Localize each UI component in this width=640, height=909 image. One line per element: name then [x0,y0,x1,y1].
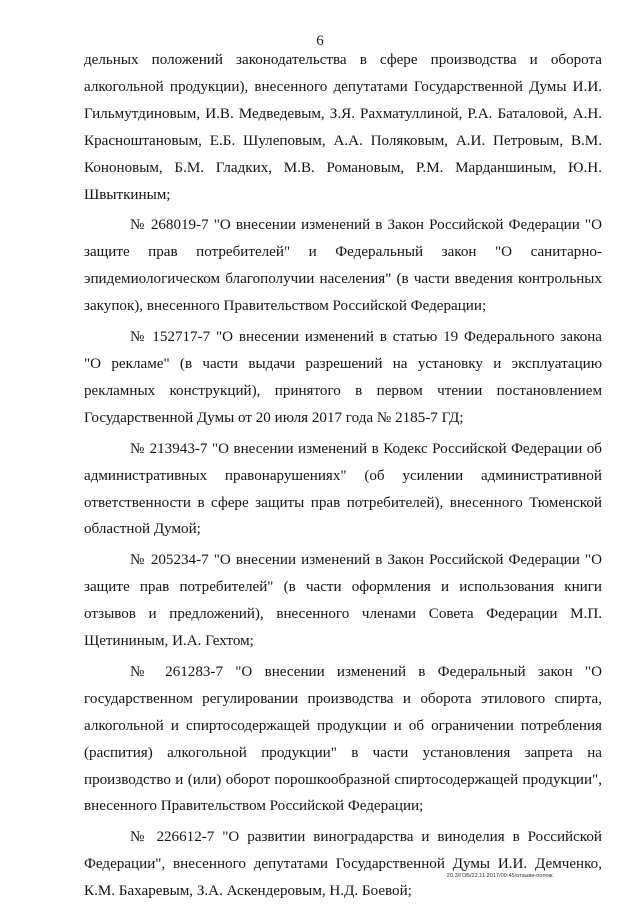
paragraph-continuation: дельных положений законодательства в сфере производства и оборота алкогольной продукции), внесенного депутатами Государственной Думы И.И. Гильмутдиновым, И.В. Медведевым, З.Я. Рахматуллиной, Р.А. Баталовой, А.Н. Красноштановым, Е.Б. Шулеповым, А.А. Поляковым, А.И. Петровым, В.М. Кононовым, Б.М. Гладких, М.В. Романовым, Р.М. Марданшиным, Ю.Н. Швыткиным; [84,52,602,203]
bill-item-226612: № 226612-7 "О развитии виноградарства и виноделия в Российской Федерации", внесенного депутатами Государственной Думы И.И. Демченко, К.М. Бахаревым, З.А. Аскендеровым, Н.Д. Боевой; [84,829,602,900]
page-number: 6 [316,33,324,49]
bill-item-261283: № 261283-7 "О внесении изменений в Федеральный закон "О государственном регулировании производства и оборота этилового спирта, алкогольной и спиртосодержащей продукции и об ограничении потребления (распития) алкогольной продукции" в части установления запрета на производство и (или) оборот порошкообразной спиртосодержащей продукции", внесенного Правительством Российской Федерации; [84,663,602,815]
footer-code: 20.3/ГОБ/22.11.2017/09:45/отзыви-полож. [446,873,554,879]
bill-item-213943: № 213943-7 "О внесении изменений в Кодекс Российской Федерации об административных правонарушениях" (об усилении административной ответственности в сфере защиты прав потребителей), внесенного Тюменской областной Думой; [84,440,602,538]
bill-item-268019: № 268019-7 "О внесении изменений в Закон Российской Федерации "О защите прав потребителей" и Федеральный закон "О санитарно-эпидемиологическом благополучии населения" (в части введения контрольных закупок), внесенного Правительством Российской Федерации; [84,217,602,315]
bill-item-205234: № 205234-7 "О внесении изменений в Закон Российской Федерации "О защите прав потребителей" (в части оформления и использования книги отзывов и предложений), внесенного членами Совета Федерации М.П. Щетининым, И.А. Гехтом; [84,552,602,650]
document-body [84,47,602,909]
bill-item-152717: № 152717-7 "О внесении изменений в статью 19 Федерального закона "О рекламе" (в части выдачи разрешений на установку и эксплуатацию рекламных конструкций), принятого в первом чтении постановлением Государственной Думы от 20 июля 2017 года № 2185-7 ГД; [84,329,602,426]
